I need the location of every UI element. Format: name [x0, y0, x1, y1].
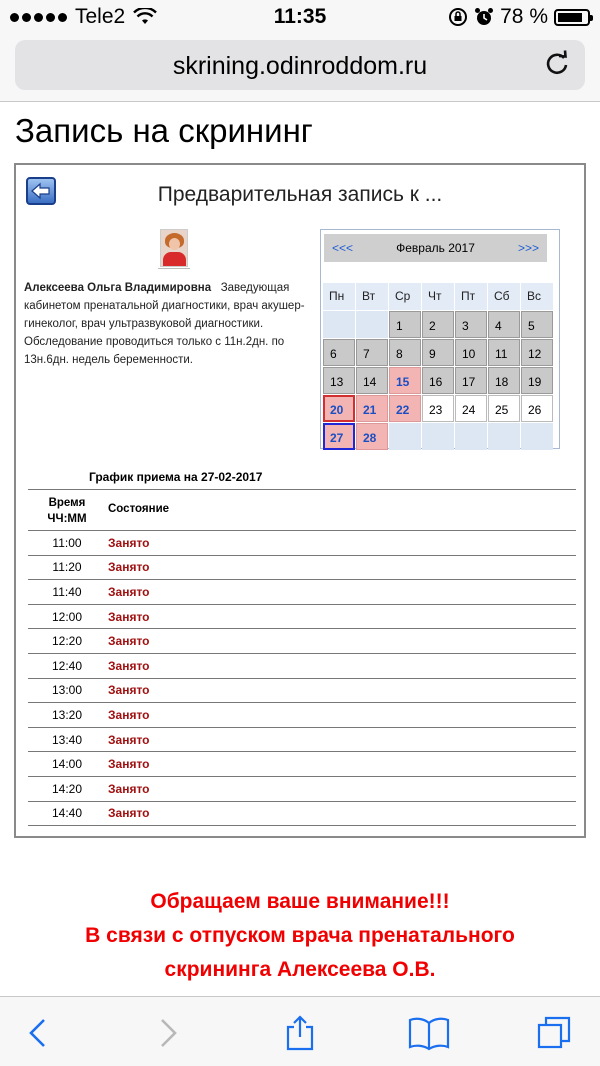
calendar-empty-cell: [455, 423, 487, 450]
calendar-day: 17: [455, 367, 487, 394]
browser-address-bar: [0, 34, 600, 102]
time-column-header: Время ЧЧ:ММ: [47, 497, 87, 525]
doctor-info: Заведующая кабинетом пренатальной диагностики, врач акушер-гинеколог, врач ультразвуковой диагностики. Обследование проводиться только с 11н.2дн. по 13н.6дн. недель беременности.: [24, 282, 305, 366]
slot-time: 11:20: [52, 560, 82, 575]
calendar-day[interactable]: 24: [455, 395, 487, 422]
calendar-week: [323, 367, 557, 394]
slot-time: 11:00: [52, 535, 82, 550]
table-row: [28, 728, 576, 753]
weekday-label: Чт: [422, 283, 454, 310]
tabs-icon[interactable]: [536, 1015, 572, 1051]
calendar-day: 18: [488, 367, 520, 394]
calendar-day-selected[interactable]: 27: [323, 423, 355, 450]
page-title: Запись на скрининг: [15, 112, 313, 149]
reload-icon[interactable]: [543, 50, 571, 78]
back-icon[interactable]: [20, 1015, 56, 1051]
calendar-week: [323, 339, 557, 366]
table-row: [28, 605, 576, 630]
calendar-day: 19: [521, 367, 553, 394]
panel-heading: Предварительная запись к ...: [157, 183, 443, 206]
notice-line: Обращаем ваше внимание!!!: [150, 890, 450, 913]
alarm-icon: [474, 7, 494, 27]
calendar-week: [323, 395, 557, 422]
slot-state: Занято: [108, 683, 150, 698]
weekday-label: Вт: [356, 283, 388, 310]
status-bar: [0, 0, 600, 34]
forward-icon[interactable]: [150, 1015, 186, 1051]
booking-panel: [14, 163, 586, 838]
calendar-empty-cell: [422, 423, 454, 450]
calendar-day: 3: [455, 311, 487, 338]
doctor-name: Алексеева Ольга Владимировна: [24, 282, 212, 294]
calendar: [320, 229, 560, 449]
calendar-day: 9: [422, 339, 454, 366]
notice-line: В связи с отпуском врача пренатального: [85, 924, 515, 947]
carrier-label: Tele2: [75, 5, 126, 28]
calendar-day[interactable]: 23: [422, 395, 454, 422]
calendar-week: [323, 423, 557, 450]
calendar-day: 13: [323, 367, 355, 394]
slot-state: Занято: [108, 732, 150, 747]
table-row: [28, 580, 576, 605]
table-row: [28, 777, 576, 802]
photo-caption: [158, 268, 190, 272]
calendar-month: Февраль 2017: [396, 241, 475, 255]
calendar-empty-cell: [488, 423, 520, 450]
bookmarks-icon[interactable]: [408, 1015, 450, 1051]
calendar-day: 11: [488, 339, 520, 366]
schedule-table: [28, 489, 576, 826]
schedule-title: График приема на 27-02-2017: [89, 470, 263, 484]
slot-state: Занято: [108, 757, 150, 772]
calendar-day: 12: [521, 339, 553, 366]
calendar-day: 7: [356, 339, 388, 366]
slot-state: Занято: [108, 707, 150, 722]
calendar-empty-cell: [323, 311, 355, 338]
url-text[interactable]: skrining.odinroddom.ru: [172, 52, 428, 80]
slot-state: Занято: [108, 781, 150, 796]
url-field[interactable]: [15, 40, 585, 90]
weekday-label: Пт: [455, 283, 487, 310]
clock: 11:35: [273, 5, 327, 28]
calendar-day-busy[interactable]: 21: [356, 395, 388, 422]
slot-time: 13:00: [51, 683, 83, 698]
calendar-day-busy[interactable]: 22: [389, 395, 421, 422]
calendar-day-today[interactable]: 20: [323, 395, 355, 422]
weekday-label: Ср: [389, 283, 421, 310]
schedule-header: [28, 490, 576, 531]
slot-state: Занято: [108, 584, 150, 599]
battery-percent: 78 %: [500, 5, 548, 28]
calendar-day: 16: [422, 367, 454, 394]
slot-time: 13:40: [51, 732, 83, 747]
weekday-label: Пн: [323, 283, 355, 310]
slot-time: 13:20: [51, 707, 83, 722]
next-month-link[interactable]: >>>: [517, 241, 539, 255]
doctor-photo: [160, 229, 188, 267]
slot-state: Занято: [108, 658, 150, 673]
calendar-day: 8: [389, 339, 421, 366]
slot-time: 14:40: [51, 806, 83, 821]
calendar-day: 14: [356, 367, 388, 394]
calendar-day: 6: [323, 339, 355, 366]
table-row: [28, 531, 576, 556]
battery-icon: [554, 9, 590, 26]
doctor-description: [24, 279, 319, 369]
slot-time: 14:20: [51, 781, 83, 796]
slot-state: Занято: [108, 535, 150, 550]
notice-line: скрининга Алексеева О.В.: [164, 958, 436, 981]
calendar-empty-cell: [389, 423, 421, 450]
prev-month-link[interactable]: <<<: [332, 241, 354, 255]
slot-time: 11:40: [52, 584, 82, 599]
notice-message: [0, 885, 600, 987]
calendar-week: [323, 311, 557, 338]
calendar-header: [324, 234, 547, 262]
calendar-day-busy[interactable]: 28: [356, 423, 388, 450]
table-row: [28, 654, 576, 679]
browser-toolbar: [0, 996, 600, 1066]
calendar-day[interactable]: 26: [521, 395, 553, 422]
calendar-empty-cell: [521, 423, 553, 450]
slot-time: 12:00: [51, 609, 83, 624]
slot-state: Занято: [108, 609, 150, 624]
slot-state: Занято: [108, 634, 150, 649]
weekday-row: [323, 283, 557, 310]
table-row: [28, 752, 576, 777]
slot-time: 12:40: [51, 658, 83, 673]
table-row: [28, 802, 576, 827]
slot-time: 14:00: [51, 757, 83, 772]
calendar-day: 1: [389, 311, 421, 338]
slot-state: Занято: [108, 806, 150, 821]
weekday-label: Вс: [521, 283, 553, 310]
table-row: [28, 703, 576, 728]
slot-state: Занято: [108, 560, 150, 575]
share-icon[interactable]: [282, 1015, 318, 1051]
slot-time: 12:20: [51, 634, 83, 649]
weekday-label: Сб: [488, 283, 520, 310]
calendar-day[interactable]: 25: [488, 395, 520, 422]
calendar-day-busy[interactable]: 15: [389, 367, 421, 394]
table-row: [28, 679, 576, 704]
table-row: [28, 629, 576, 654]
calendar-day: 2: [422, 311, 454, 338]
calendar-day: 5: [521, 311, 553, 338]
calendar-day: 10: [455, 339, 487, 366]
orientation-lock-icon: [448, 7, 468, 27]
calendar-empty-cell: [356, 311, 388, 338]
calendar-day: 4: [488, 311, 520, 338]
calendar-grid: [323, 283, 557, 451]
table-row: [28, 556, 576, 581]
state-column-header: Состояние: [108, 503, 170, 515]
